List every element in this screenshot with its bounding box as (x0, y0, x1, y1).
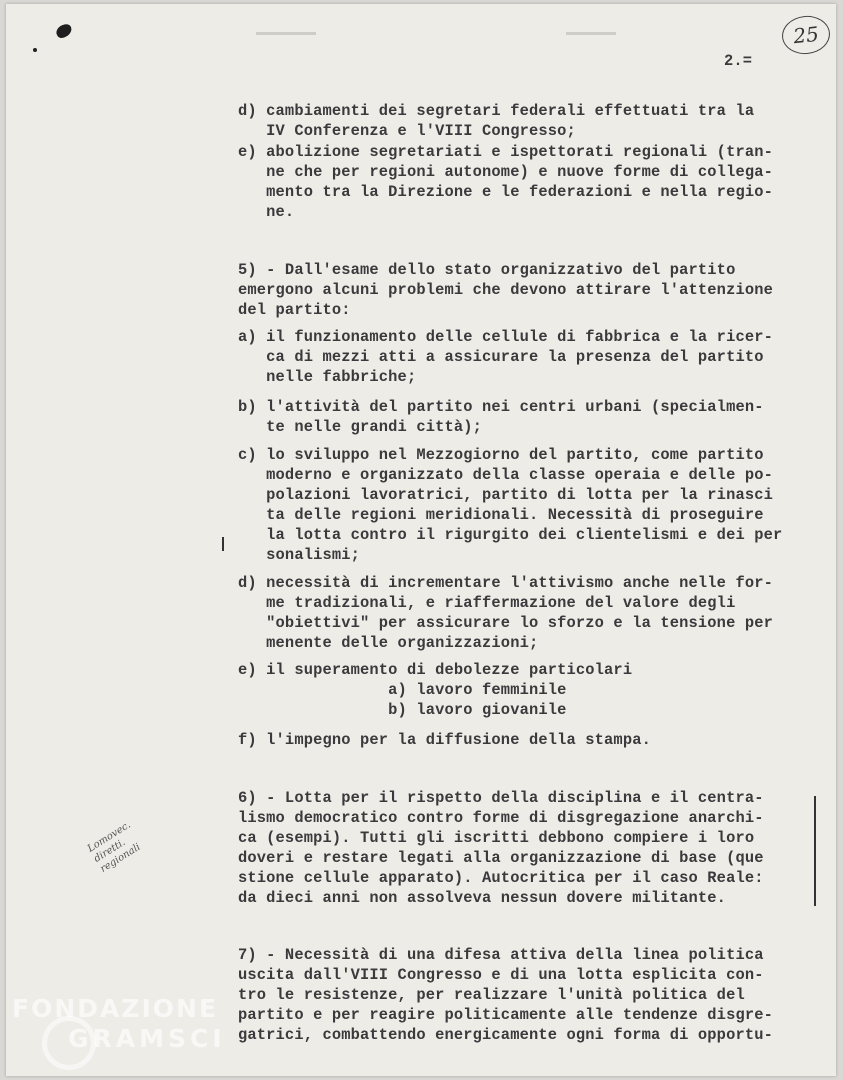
text-line: ta delle regioni meridionali. Necessità di proseguire (238, 506, 764, 524)
handwritten-margin-note: Lomovec. diretti. regionali (85, 819, 143, 875)
text-line: ca (esempi). Tutti gli iscritti debbono compiere i loro (238, 829, 755, 847)
text-line: mento tra la Direzione e le federazioni e nella regio- (238, 183, 773, 201)
text-line: me tradizionali, e riaffermazione del valore degli (238, 594, 736, 612)
text-line: b) l'attività del partito nei centri urbani (specialmen- (238, 398, 764, 416)
text-line: tro le resistenze, per realizzare l'unità politica del (238, 986, 745, 1004)
text-line: ne. (238, 203, 295, 221)
text-line: 5) - Dall'esame dello stato organizzativo del partito (238, 261, 736, 279)
text-line: ne che per regioni autonome) e nuove forme di collega- (238, 163, 773, 181)
text-line: e) il superamento di debolezze particolari (238, 661, 633, 679)
text-line: lismo democratico contro forme di disgregazione anarchi- (238, 809, 764, 827)
text-line: 6) - Lotta per il rispetto della disciplina e il centra- (238, 789, 764, 807)
text-line: ca di mezzi atti a assicurare la presenza del partito (238, 348, 764, 366)
text-line: doveri e restare legati alla organizzazione di base (que (238, 849, 764, 867)
text-line: te nelle grandi città); (238, 418, 483, 436)
ink-blot (54, 22, 74, 40)
text-line: d) necessità di incrementare l'attivismo anche nelle for- (238, 574, 773, 592)
watermark-line1: FONDAZIONE (12, 994, 219, 1023)
paper-mark (566, 32, 616, 35)
ink-dot (33, 48, 37, 52)
text-line: del partito: (238, 301, 351, 319)
text-line: partito e per reagire politicamente alle tendenze disgre- (238, 1006, 773, 1024)
text-line: c) lo sviluppo nel Mezzogiorno del partito, come partito (238, 446, 764, 464)
text-line: gatrici, combattendo energicamente ogni forma di opportu- (238, 1026, 773, 1044)
pencil-mark (222, 537, 224, 551)
text-line: a) il funzionamento delle cellule di fabbrica e la ricer- (238, 328, 773, 346)
text-line: b) lavoro giovanile (238, 701, 567, 719)
text-line: 7) - Necessità di una difesa attiva della linea politica (238, 946, 764, 964)
paper-mark (256, 32, 316, 35)
text-line: moderno e organizzato della classe operaia e delle po- (238, 466, 773, 484)
text-line: sonalismi; (238, 546, 361, 564)
text-line: "obiettivi" per assicurare lo sforzo e la tensione per (238, 614, 773, 632)
watermark (12, 994, 226, 1054)
text-line: f) l'impegno per la diffusione della stampa. (238, 731, 651, 749)
margin-bar-mark (814, 796, 816, 906)
archive-number: 25 (780, 14, 832, 57)
text-line: IV Conferenza e l'VIII Congresso; (238, 122, 576, 140)
text-line: polazioni lavoratrici, partito di lotta per la rinasci (238, 486, 773, 504)
page-number: 2.= (724, 52, 753, 70)
text-line: e) abolizione segretariati e ispettorati regionali (tran- (238, 143, 773, 161)
text-line: a) lavoro femminile (238, 681, 567, 699)
text-line: nelle fabbriche; (238, 368, 417, 386)
text-line: emergono alcuni problemi che devono attirare l'attenzione (238, 281, 773, 299)
text-line: uscita dall'VIII Congresso e di una lotta esplicita con- (238, 966, 764, 984)
text-line: d) cambiamenti dei segretari federali effettuati tra la (238, 102, 755, 120)
document-page (6, 4, 836, 1076)
text-line: menente delle organizzazioni; (238, 634, 539, 652)
watermark-line2: GRAMSCI (68, 1024, 226, 1053)
text-line: da dieci anni non assolveva nessun dovere militante. (238, 889, 727, 907)
text-line: la lotta contro il rigurgito dei clientelismi e dei per (238, 526, 783, 544)
text-line: stione cellule apparato). Autocritica per il caso Reale: (238, 869, 764, 887)
